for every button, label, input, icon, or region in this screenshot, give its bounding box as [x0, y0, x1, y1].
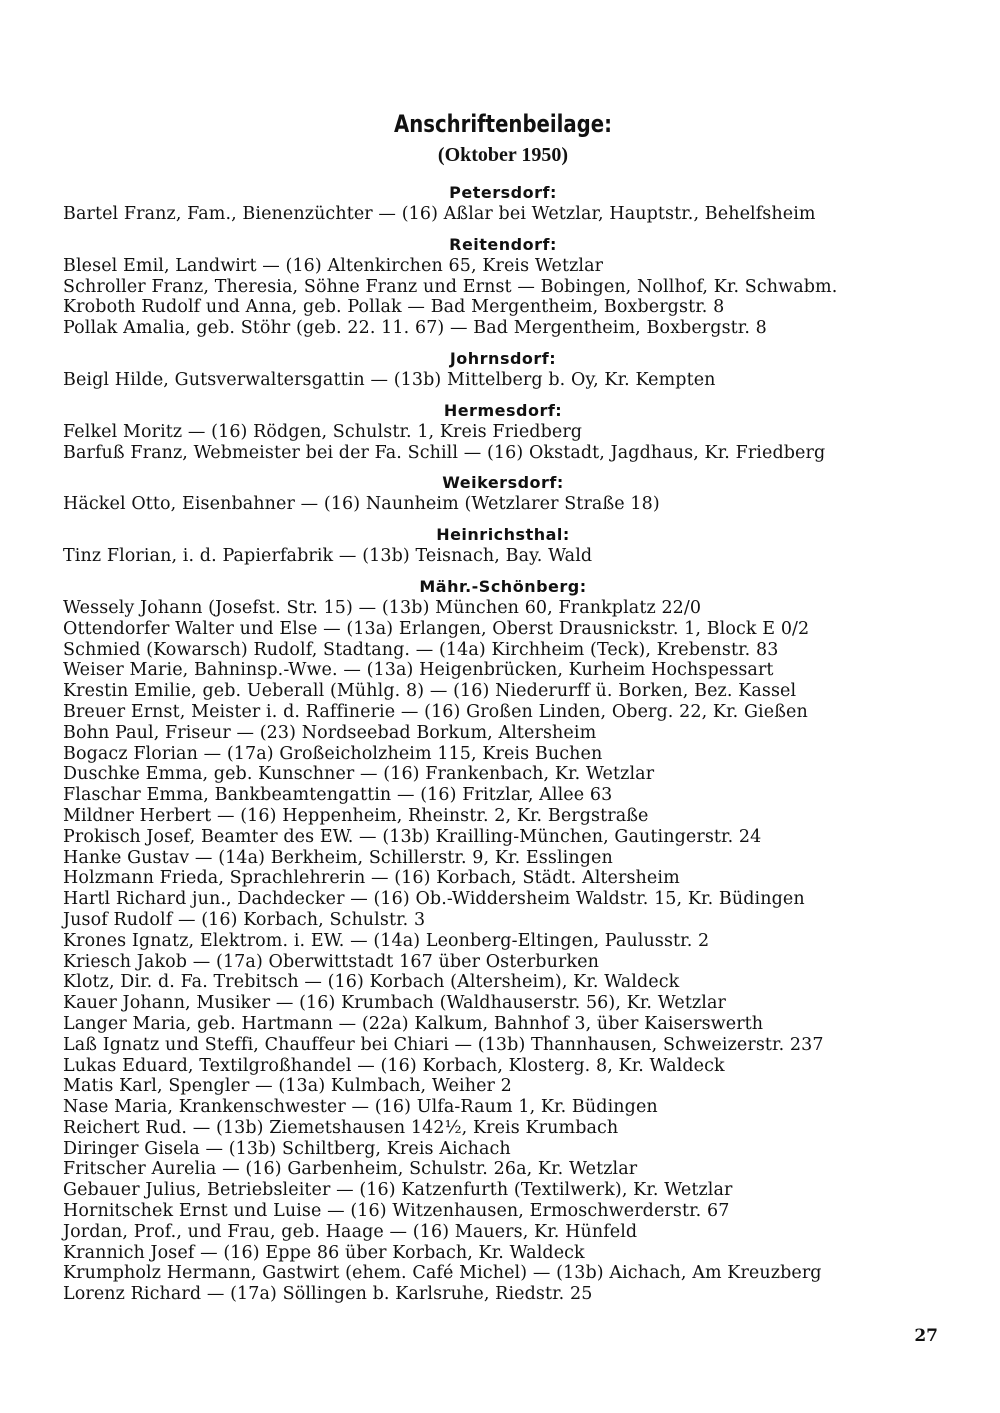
address-entry: Krumpholz Hermann, Gastwirt (ehem. Café Michel) — (13b) Aichach, Am Kreuzberg [63, 1263, 822, 1284]
section-heading: Johrnsdorf: [449, 348, 557, 368]
address-entry: Gebauer Julius, Betriebsleiter — (16) Katzenfurth (Textilwerk), Kr. Wetzlar [63, 1180, 733, 1201]
address-entry: Bartel Franz, Fam., Bienenzüchter — (16) Aßlar bei Wetzlar, Hauptstr., Behelfsheim [63, 204, 816, 224]
address-entry: Weiser Marie, Bahninsp.-Wwe. — (13a) Heigenbrücken, Kurheim Hochspessart [63, 660, 774, 681]
address-section [63, 577, 943, 1305]
page-subtitle-date: (Oktober 1950) [437, 144, 569, 166]
address-entry: Hornitschek Ernst und Luise — (16) Witzenhausen, Ermoschwerderstr. 67 [63, 1201, 730, 1222]
address-entry: Barfuß Franz, Webmeister bei der Fa. Schill — (16) Okstadt, Jagdhaus, Kr. Friedberg [63, 442, 826, 463]
page-number: 27 [914, 1326, 938, 1346]
page-title: Anschriftenbeilage: [394, 110, 612, 138]
address-entry: Pollak Amalia, geb. Stöhr (geb. 22. 11. 67) — Bad Mergentheim, Boxbergstr. 8 [63, 318, 767, 339]
address-entry: Krannich Josef — (16) Eppe 86 über Korbach, Kr. Waldeck [63, 1242, 585, 1263]
address-entry: Nase Maria, Krankenschwester — (16) Ulfa-Raum 1, Kr. Büdingen [63, 1097, 658, 1118]
address-entry: Kauer Johann, Musiker — (16) Krumbach (Waldhauserstr. 56), Kr. Wetzlar [63, 993, 726, 1014]
address-entry: Prokisch Josef, Beamter des EW. — (13b) Krailling-München, Gautingerstr. 24 [63, 826, 762, 847]
address-entry: Bogacz Florian — (17a) Großeicholzheim 115, Kreis Buchen [63, 743, 603, 764]
section-heading: Weikersdorf: [442, 473, 564, 493]
address-section [63, 473, 943, 515]
address-entry: Kroboth Rudolf und Anna, geb. Pollak — Bad Mergentheim, Boxbergstr. 8 [63, 297, 725, 318]
entry-list [63, 256, 943, 339]
address-section [63, 183, 943, 225]
address-entry: Breuer Ernst, Meister i. d. Raffinerie — (16) Großen Linden, Oberg. 22, Kr. Gießen [63, 701, 808, 722]
entry-list [63, 422, 943, 464]
entry-list [63, 598, 943, 1305]
address-entry: Klotz, Dir. d. Fa. Trebitsch — (16) Korbach (Altersheim), Kr. Waldeck [63, 972, 680, 993]
entry-list [63, 204, 943, 225]
address-section [63, 525, 943, 567]
address-entry: Häckel Otto, Eisenbahner — (16) Naunheim (Wetzlarer Straße 18) [63, 494, 660, 515]
address-section [63, 401, 943, 464]
address-entry: Beigl Hilde, Gutsverwaltersgattin — (13b) Mittelberg b. Oy, Kr. Kempten [63, 369, 716, 390]
address-entry: Mildner Herbert — (16) Heppenheim, Rheinstr. 2, Kr. Bergstraße [63, 805, 649, 826]
address-entry: Fritscher Aurelia — (16) Garbenheim, Schulstr. 26a, Kr. Wetzlar [63, 1159, 638, 1180]
address-entry: Lukas Eduard, Textilgroßhandel — (16) Korbach, Klosterg. 8, Kr. Waldeck [63, 1055, 725, 1076]
address-entry: Lorenz Richard — (17a) Söllingen b. Karlsruhe, Riedstr. 25 [63, 1284, 593, 1305]
address-entry: Ottendorfer Walter und Else — (13a) Erlangen, Oberst Drausnickstr. 1, Block E 0/2 [63, 618, 810, 639]
entry-list [63, 546, 943, 567]
section-heading: Heinrichsthal: [436, 525, 570, 545]
address-section [63, 235, 943, 339]
address-entry: Flaschar Emma, Bankbeamtengattin — (16) Fritzlar, Allee 63 [63, 785, 613, 806]
address-entry: Diringer Gisela — (13b) Schiltberg, Kreis Aichach [63, 1138, 511, 1159]
address-entry: Kriesch Jakob — (17a) Oberwittstadt 167 über Osterburken [63, 951, 599, 972]
address-entry: Schroller Franz, Theresia, Söhne Franz und Ernst — Bobingen, Nollhof, Kr. Schwabm. [63, 276, 838, 297]
address-entry: Jordan, Prof., und Frau, geb. Haage — (16) Mauers, Kr. Hünfeld [63, 1221, 638, 1242]
section-heading: Petersdorf: [449, 183, 557, 202]
address-section [63, 349, 943, 391]
address-entry: Reichert Rud. — (13b) Ziemetshausen 142½, Kreis Krumbach [63, 1117, 619, 1138]
address-entry: Hartl Richard jun., Dachdecker — (16) Ob.-Widdersheim Waldstr. 15, Kr. Büdingen [63, 889, 805, 910]
section-heading: Reitendorf: [449, 234, 557, 254]
section-heading: Mähr.-Schönberg: [419, 576, 587, 596]
address-entry: Langer Maria, geb. Hartmann — (22a) Kalkum, Bahnhof 3, über Kaiserswerth [63, 1013, 764, 1034]
entry-list [63, 494, 943, 515]
address-entry: Duschke Emma, geb. Kunschner — (16) Frankenbach, Kr. Wetzlar [63, 764, 655, 785]
address-entry: Blesel Emil, Landwirt — (16) Altenkirchen 65, Kreis Wetzlar [63, 255, 604, 276]
address-entry: Bohn Paul, Friseur — (23) Nordseebad Borkum, Altersheim [63, 722, 597, 743]
document-page [63, 110, 943, 1315]
address-entry: Krestin Emilie, geb. Ueberall (Mühlg. 8) — (16) Niederurff ü. Borken, Bez. Kassel [63, 681, 797, 702]
address-sections [63, 183, 943, 1305]
address-entry: Holzmann Frieda, Sprachlehrerin — (16) Korbach, Städt. Altersheim [63, 868, 680, 889]
address-entry: Schmied (Kowarsch) Rudolf, Stadtang. — (14a) Kirchheim (Teck), Krebenstr. 83 [63, 639, 779, 660]
address-entry: Hanke Gustav — (14a) Berkheim, Schillerstr. 9, Kr. Esslingen [63, 847, 613, 868]
section-heading: Hermesdorf: [443, 400, 563, 420]
address-entry: Jusof Rudolf — (16) Korbach, Schulstr. 3 [63, 909, 426, 930]
entry-list [63, 370, 943, 391]
address-entry: Laß Ignatz und Steffi, Chauffeur bei Chiari — (13b) Thannhausen, Schweizerstr. 237 [63, 1034, 824, 1055]
address-entry: Krones Ignatz, Elektrom. i. EW. — (14a) Leonberg-Eltingen, Paulusstr. 2 [63, 930, 710, 951]
address-entry: Wessely Johann (Josefst. Str. 15) — (13b) München 60, Frankplatz 22/0 [63, 597, 702, 618]
address-entry: Matis Karl, Spengler — (13a) Kulmbach, Weiher 2 [63, 1076, 512, 1097]
address-entry: Tinz Florian, i. d. Papierfabrik — (13b) Teisnach, Bay. Wald [63, 546, 593, 567]
address-entry: Felkel Moritz — (16) Rödgen, Schulstr. 1, Kreis Friedberg [63, 421, 583, 442]
